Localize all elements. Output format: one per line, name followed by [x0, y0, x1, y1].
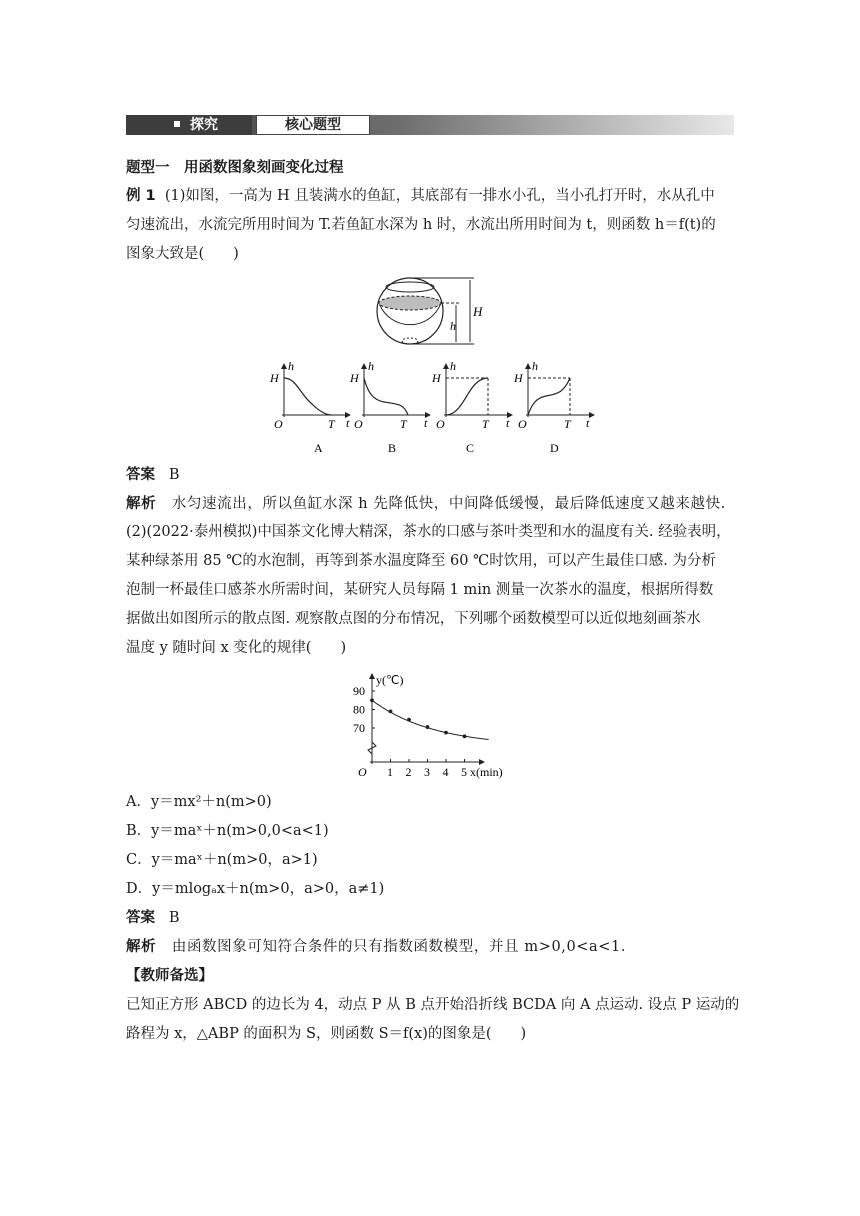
- data-point: [463, 734, 467, 738]
- bowl-label-H: H: [473, 304, 483, 319]
- x-tick-label: 1: [387, 765, 393, 779]
- graph-b-y-label: h: [368, 360, 374, 373]
- graph-b-letter: B: [388, 441, 397, 455]
- graph-b-O: O: [354, 417, 363, 431]
- x-axis-label: x(min): [470, 765, 503, 779]
- graph-d-O: O: [518, 417, 527, 431]
- analysis2: [126, 935, 736, 959]
- y-tick-label: 80: [353, 702, 365, 717]
- trend-curve: [372, 700, 489, 739]
- y-tick-label: 90: [353, 684, 365, 698]
- graph-b-t: t: [424, 416, 428, 430]
- example1-line2: 匀速流出，水流完所用时间为 T.若鱼缸水深为 h 时，水流出所用时间为 t，则函数 h＝f(t)的: [126, 217, 716, 233]
- graph-d-T: T: [564, 417, 571, 431]
- analysis2-label: 解析: [126, 939, 157, 955]
- answer2-label: 答案: [126, 910, 155, 926]
- graph-c-y-label: h: [450, 360, 456, 373]
- x-tick-label: 4: [442, 765, 449, 779]
- graph-a-T: T: [328, 417, 335, 431]
- graph-d: [513, 360, 594, 455]
- x-tick-label: 3: [424, 765, 430, 779]
- graph-c: [431, 360, 512, 455]
- graph-c-H: H: [432, 371, 441, 385]
- analysis1-label: 解析: [126, 496, 157, 512]
- graph-d-H: H: [514, 371, 523, 385]
- graph-d-letter: D: [550, 441, 559, 455]
- banner-left-label: 探究: [190, 117, 218, 133]
- data-point: [389, 709, 393, 713]
- graph-d-t: t: [586, 416, 590, 430]
- data-point: [444, 731, 448, 735]
- teacher-line2: 路程为 x，△ABP 的面积为 S，则函数 S＝f(x)的图象是( ): [126, 1026, 527, 1042]
- graph-a-H: H: [270, 371, 279, 385]
- section-title: 题型一 用函数图象刻画变化过程: [126, 160, 344, 176]
- y-tick-label: 70: [353, 721, 365, 735]
- teacher-label: 【教师备选】: [126, 968, 213, 984]
- graph-d-y-label: h: [532, 360, 538, 373]
- answer1: [126, 463, 736, 487]
- origin-label: O: [358, 765, 367, 779]
- tea-temperature-scatter: [340, 670, 520, 782]
- graph-b-H: H: [350, 371, 359, 385]
- graph-b: [349, 360, 430, 455]
- graph-c-O: O: [436, 417, 445, 431]
- square-bullet-icon: [174, 121, 180, 127]
- graph-a-y-label: h: [288, 360, 294, 373]
- option-graphs: [260, 360, 600, 458]
- analysis1: [126, 492, 736, 516]
- option-c: C．y＝maˣ＋n(m>0，a>1): [126, 852, 318, 868]
- graph-b-T: T: [400, 417, 407, 431]
- graph-c-letter: C: [466, 441, 475, 455]
- banner-left-tab: [126, 115, 252, 135]
- x-tick-label: 2: [405, 765, 412, 779]
- section-banner: [126, 112, 734, 138]
- teacher-line1: 已知正方形 ABCD 的边长为 4，动点 P 从 B 点开始沿折线 BCDA 向 A 点运动. 设点 P 运动的: [126, 997, 740, 1013]
- option-a: A．y＝mx²＋n(m>0): [126, 794, 272, 810]
- example1-text1: (1)如图，一高为 H 且装满水的鱼缸，其底部有一排水小孔，当小孔打开时，水从孔中: [164, 188, 715, 204]
- part2-line2: 某种绿茶用 85 ℃的水泡制，再等到茶水温度降至 60 ℃时饮用，可以产生最佳口感. 为分析: [126, 553, 716, 569]
- example1-line1: [126, 184, 736, 208]
- graph-c-T: T: [482, 417, 489, 431]
- part2-line1: (2)(2022·泰州模拟)中国茶文化博大精深，茶水的口感与茶叶类型和水的温度有关. 经验表明，: [126, 524, 731, 540]
- option-b: B．y＝maˣ＋n(m>0,0<a<1): [126, 823, 329, 839]
- example-label: 例 1: [126, 188, 156, 204]
- data-point: [407, 718, 411, 722]
- analysis1-text: 水匀速流出，所以鱼缸水深 h 先降低快，中间降低缓慢，最后降低速度又越来越快.: [171, 496, 726, 512]
- part2-line5: 温度 y 随时间 x 变化的规律( ): [126, 640, 347, 656]
- graph-c-t: t: [506, 416, 510, 430]
- data-point: [426, 725, 430, 729]
- answer1-value: B: [168, 467, 180, 483]
- y-axis-label: y(℃): [376, 673, 404, 687]
- option-d: D．y＝mlogₐx＋n(m>0，a>0，a≠1): [126, 881, 385, 897]
- graph-a-O: O: [274, 417, 283, 431]
- graph-a: [269, 360, 350, 455]
- part2-line3: 泡制一杯最佳口感茶水所需时间，某研究人员每隔 1 min 测量一次茶水的温度，根据所得数: [126, 582, 714, 598]
- banner-right-label: 核心题型: [256, 115, 370, 135]
- bowl-label-h: h: [450, 319, 456, 333]
- graph-a-letter: A: [314, 441, 323, 455]
- answer2-value: B: [168, 910, 180, 926]
- part2-line4: 据做出如图所示的散点图. 观察散点图的分布情况，下列哪个函数模型可以近似地刻画茶水: [126, 611, 701, 627]
- answer2: [126, 906, 736, 930]
- analysis2-text: 由函数图象可知符合条件的只有指数函数模型，并且 m>0,0<a<1.: [171, 939, 627, 955]
- data-point: [370, 698, 374, 702]
- example1-line3: 图象大致是( ): [126, 246, 239, 262]
- answer1-label: 答案: [126, 467, 155, 483]
- x-tick-label: 5: [461, 765, 467, 779]
- fish-tank-figure: [370, 272, 490, 352]
- graph-a-t: t: [346, 416, 350, 430]
